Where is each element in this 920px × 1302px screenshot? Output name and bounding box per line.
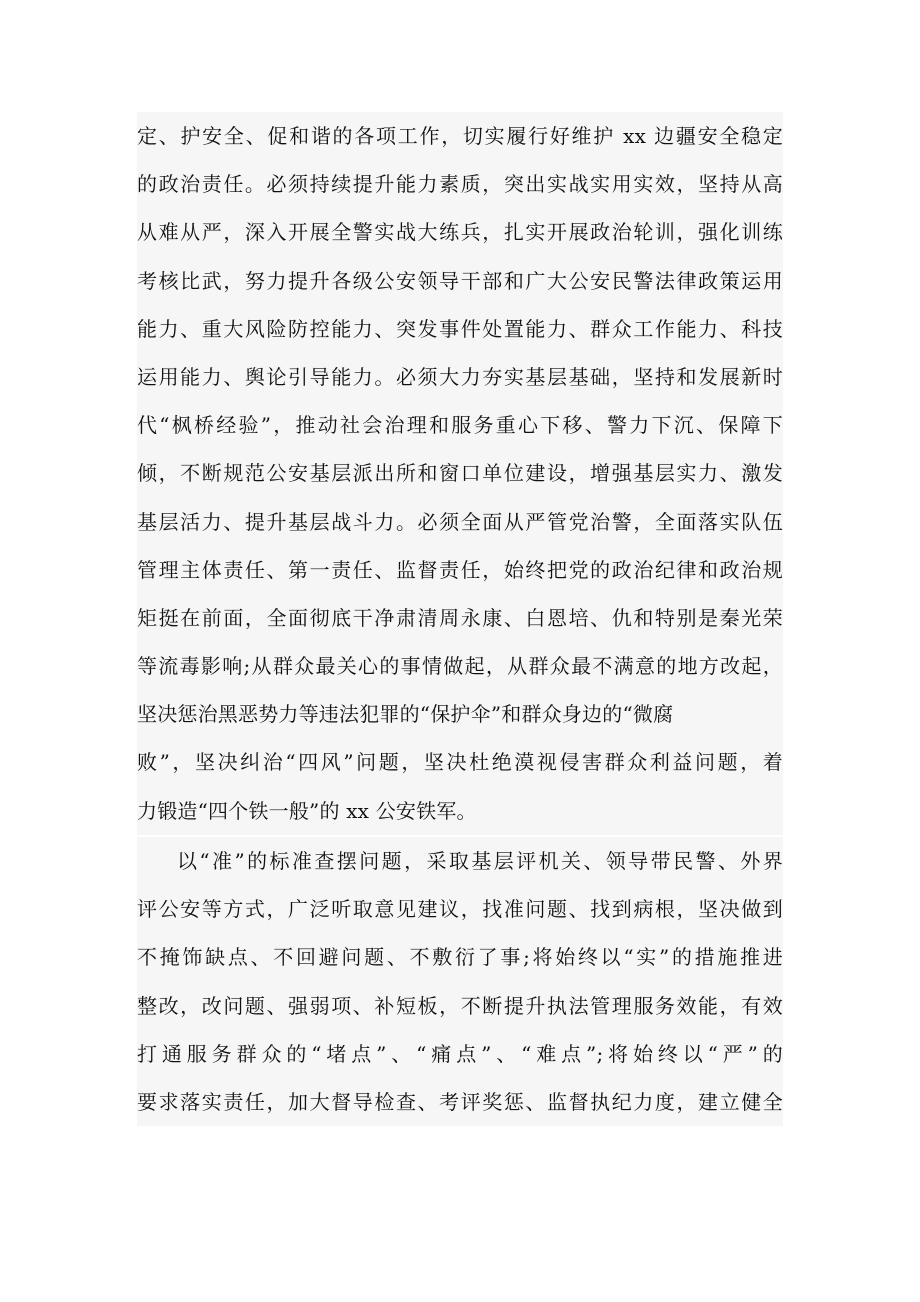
text-line: 败”，坚决纠治“四风”问题，坚决杜绝漠视侵害群众利益问题，着	[137, 750, 783, 775]
text-line: 运用能力、舆论引导能力。必须大力夯实基层基础，坚持和发展新时	[137, 364, 783, 389]
text-line: 力锻造“四个铁一般”的 xx 公安铁军。	[137, 798, 477, 823]
text-line: 整改，改问题、强弱项、补短板，不断提升执法管理服务效能，有效	[137, 993, 783, 1018]
text-line: 的政治责任。必须持续提升能力素质，突出实战实用实效，坚持从高	[137, 172, 783, 197]
text-line: 管理主体责任、第一责任、监督责任，始终把党的政治纪律和政治规	[137, 557, 783, 582]
text-line: 打通服务群众的“堵点”、“痛点”、“难点”;将始终以“严”的	[137, 1041, 783, 1066]
text-line: 等流毒影响;从群众最关心的事情做起，从群众最不满意的地方改起，	[137, 654, 783, 679]
paragraph-1	[137, 112, 783, 835]
text-line: 倾，不断规范公安基层派出所和窗口单位建设，增强基层实力、激发	[137, 461, 783, 486]
text-line: 代“枫桥经验”，推动社会治理和服务重心下移、警力下沉、保障下	[137, 413, 783, 438]
paragraph-2	[137, 837, 783, 1126]
text-line: 定、护安全、促和谐的各项工作，切实履行好维护 xx 边疆安全稳定	[137, 124, 783, 148]
text-line: 考核比武，努力提升各级公安领导干部和广大公安民警法律政策运用	[137, 268, 783, 293]
text-line: 坚决惩治黑恶势力等违法犯罪的“保护伞”和群众身边的“微腐	[137, 702, 674, 727]
text-line: 要求落实责任，加大督导检查、考评奖惩、监督执纪力度，建立健全	[137, 1089, 783, 1114]
text-line: 不掩饰缺点、不回避问题、不敷衍了事;将始终以“实”的措施推进	[137, 945, 783, 970]
text-line: 从难从严，深入开展全警实战大练兵，扎实开展政治轮训，强化训练	[137, 220, 783, 245]
text-line: 矩挺在前面，全面彻底干净肃清周永康、白恩培、仇和特别是秦光荣	[137, 605, 783, 630]
text-line: 以“准”的标准查摆问题，采取基层评机关、领导带民警、外界	[177, 849, 783, 873]
text-line: 评公安等方式，广泛听取意见建议，找准问题、找到病根，坚决做到	[137, 897, 783, 922]
text-line: 基层活力、提升基层战斗力。必须全面从严管党治警，全面落实队伍	[137, 509, 783, 534]
text-line: 能力、重大风险防控能力、突发事件处置能力、群众工作能力、科技	[137, 316, 783, 341]
